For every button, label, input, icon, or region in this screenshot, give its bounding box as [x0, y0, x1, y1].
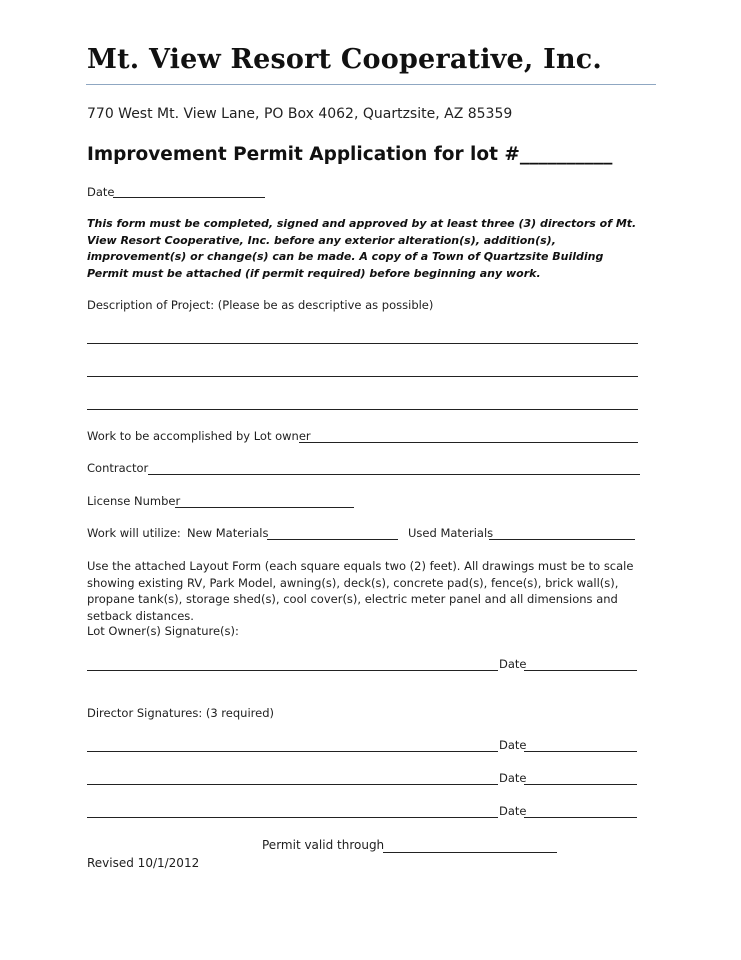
director-1-date-field[interactable]: [524, 751, 637, 752]
used-materials-label: Used Materials: [408, 526, 494, 540]
license-label: License Number: [87, 494, 181, 508]
contractor-field[interactable]: [148, 474, 640, 475]
permit-valid-label: Permit valid through: [262, 838, 385, 852]
new-materials-field[interactable]: [267, 539, 398, 540]
owner-signature-label: Lot Owner(s) Signature(s):: [87, 624, 239, 638]
permit-valid-field[interactable]: [383, 852, 557, 853]
owner-date-label: Date: [499, 657, 527, 671]
contractor-label: Contractor: [87, 461, 149, 475]
revised-date: Revised 10/1/2012: [87, 856, 200, 870]
director-3-date-label: Date: [499, 804, 527, 818]
org-title: Mt. View Resort Cooperative, Inc.: [87, 44, 603, 75]
layout-instructions: Use the attached Layout Form (each square equals two (2) feet). All drawings must be to scale showing existing RV, Park Model, awning(s), deck(s), concrete pad(s), fence(s), brick wall(s), propane tank(s), storage shed(s), cool cover(s), electric meter panel and all dimensions and setback distances.: [87, 559, 634, 623]
title-divider: [86, 84, 656, 85]
director-1-date-label: Date: [499, 738, 527, 752]
director-signature-1-field[interactable]: [87, 751, 498, 752]
date-label: Date: [87, 185, 115, 199]
work-by-owner-field[interactable]: [299, 442, 638, 443]
description-line-2[interactable]: [87, 376, 638, 377]
new-materials-label: New Materials: [187, 526, 269, 540]
notice-text: This form must be completed, signed and approved by at least three (3) directors of Mt. View Resort Cooperative, Inc. before any exterior alteration(s), addition(s), improvement(s) or change(s) can be made. A copy of a Town of Quartzsite Building Permit must be attached (if permit required) before beginning any work.: [87, 217, 637, 280]
owner-signature-field[interactable]: [87, 670, 498, 671]
description-line-3[interactable]: [87, 409, 638, 410]
work-by-owner-label: Work to be accomplished by Lot owner: [87, 429, 311, 443]
director-2-date-field[interactable]: [524, 784, 637, 785]
org-address: 770 West Mt. View Lane, PO Box 4062, Quartzsite, AZ 85359: [87, 106, 513, 122]
description-line-1[interactable]: [87, 343, 638, 344]
license-field[interactable]: [175, 507, 354, 508]
owner-date-field[interactable]: [524, 670, 637, 671]
date-field[interactable]: [113, 197, 265, 198]
director-2-date-label: Date: [499, 771, 527, 785]
used-materials-field[interactable]: [489, 539, 635, 540]
form-title: Improvement Permit Application for lot #__________: [87, 144, 613, 165]
director-signatures-label: Director Signatures: (3 required): [87, 706, 274, 720]
director-3-date-field[interactable]: [524, 817, 637, 818]
director-signature-2-field[interactable]: [87, 784, 498, 785]
description-label: Description of Project: (Please be as descriptive as possible): [87, 298, 434, 312]
director-signature-3-field[interactable]: [87, 817, 498, 818]
work-utilize-label: Work will utilize:: [87, 526, 181, 540]
